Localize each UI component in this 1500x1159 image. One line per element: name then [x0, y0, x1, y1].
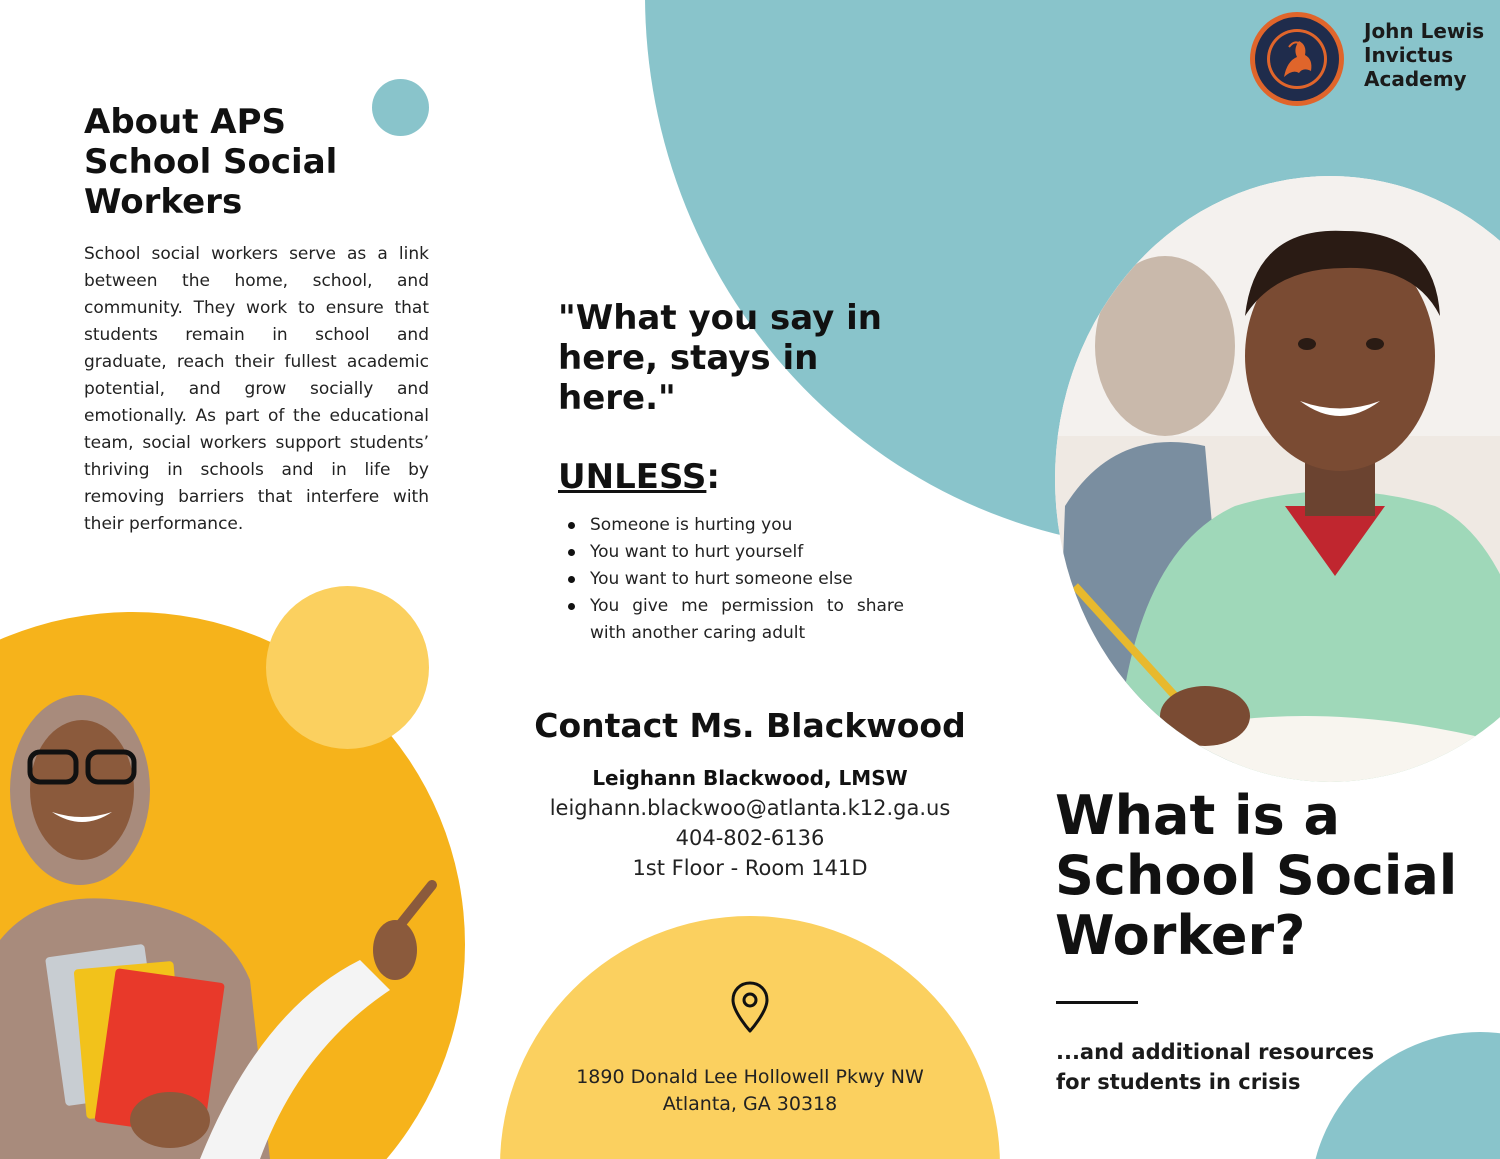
location-pin-icon: [729, 980, 771, 1034]
list-item: You want to hurt someone else: [566, 566, 904, 593]
contact-phone[interactable]: 404-802-6136: [675, 826, 825, 850]
contact-heading: Contact Ms. Blackwood: [534, 706, 966, 745]
contact-name: Leighann Blackwood, LMSW: [592, 766, 908, 790]
about-title: About APS School Social Workers: [84, 102, 338, 222]
confidentiality-quote: "What you say in here, stays in here.": [558, 298, 883, 418]
about-body: School social workers serve as a link between the home, school, and community. They work to ensure that students remain in school and graduate, reach their fullest academic potential, and grow socially and emotionally. As part of the educational team, social workers support students’ thriving in schools and in life by removing barriers that interfere with their performance.: [84, 244, 429, 534]
address-line2: Atlanta, GA 30318: [662, 1093, 838, 1115]
contact-room: 1st Floor - Room 141D: [632, 856, 868, 880]
yellow-circle-bottom: [500, 916, 1000, 1159]
list-item: You give me permission to share with another caring adult: [566, 593, 904, 647]
list-item: Someone is hurting you: [566, 512, 904, 539]
unless-colon: :: [706, 457, 721, 497]
student-girl-photo: [0, 680, 440, 1159]
unless-heading: [558, 456, 720, 498]
list-item: You want to hurt yourself: [566, 539, 904, 566]
title-divider: [1056, 1001, 1138, 1004]
school-seal-logo: [1249, 11, 1345, 107]
brochure-subtitle: ...and additional resources for students in crisis: [1056, 1040, 1375, 1094]
contact-email[interactable]: leighann.blackwoo@atlanta.k12.ga.us: [549, 796, 951, 820]
unless-list: [566, 512, 904, 647]
unless-word: UNLESS: [558, 457, 707, 497]
school-name: John Lewis Invictus Academy: [1364, 19, 1485, 91]
brochure-title: What is a School Social Worker?: [1055, 784, 1458, 967]
address-line1: 1890 Donald Lee Hollowell Pkwy NW: [576, 1066, 924, 1088]
